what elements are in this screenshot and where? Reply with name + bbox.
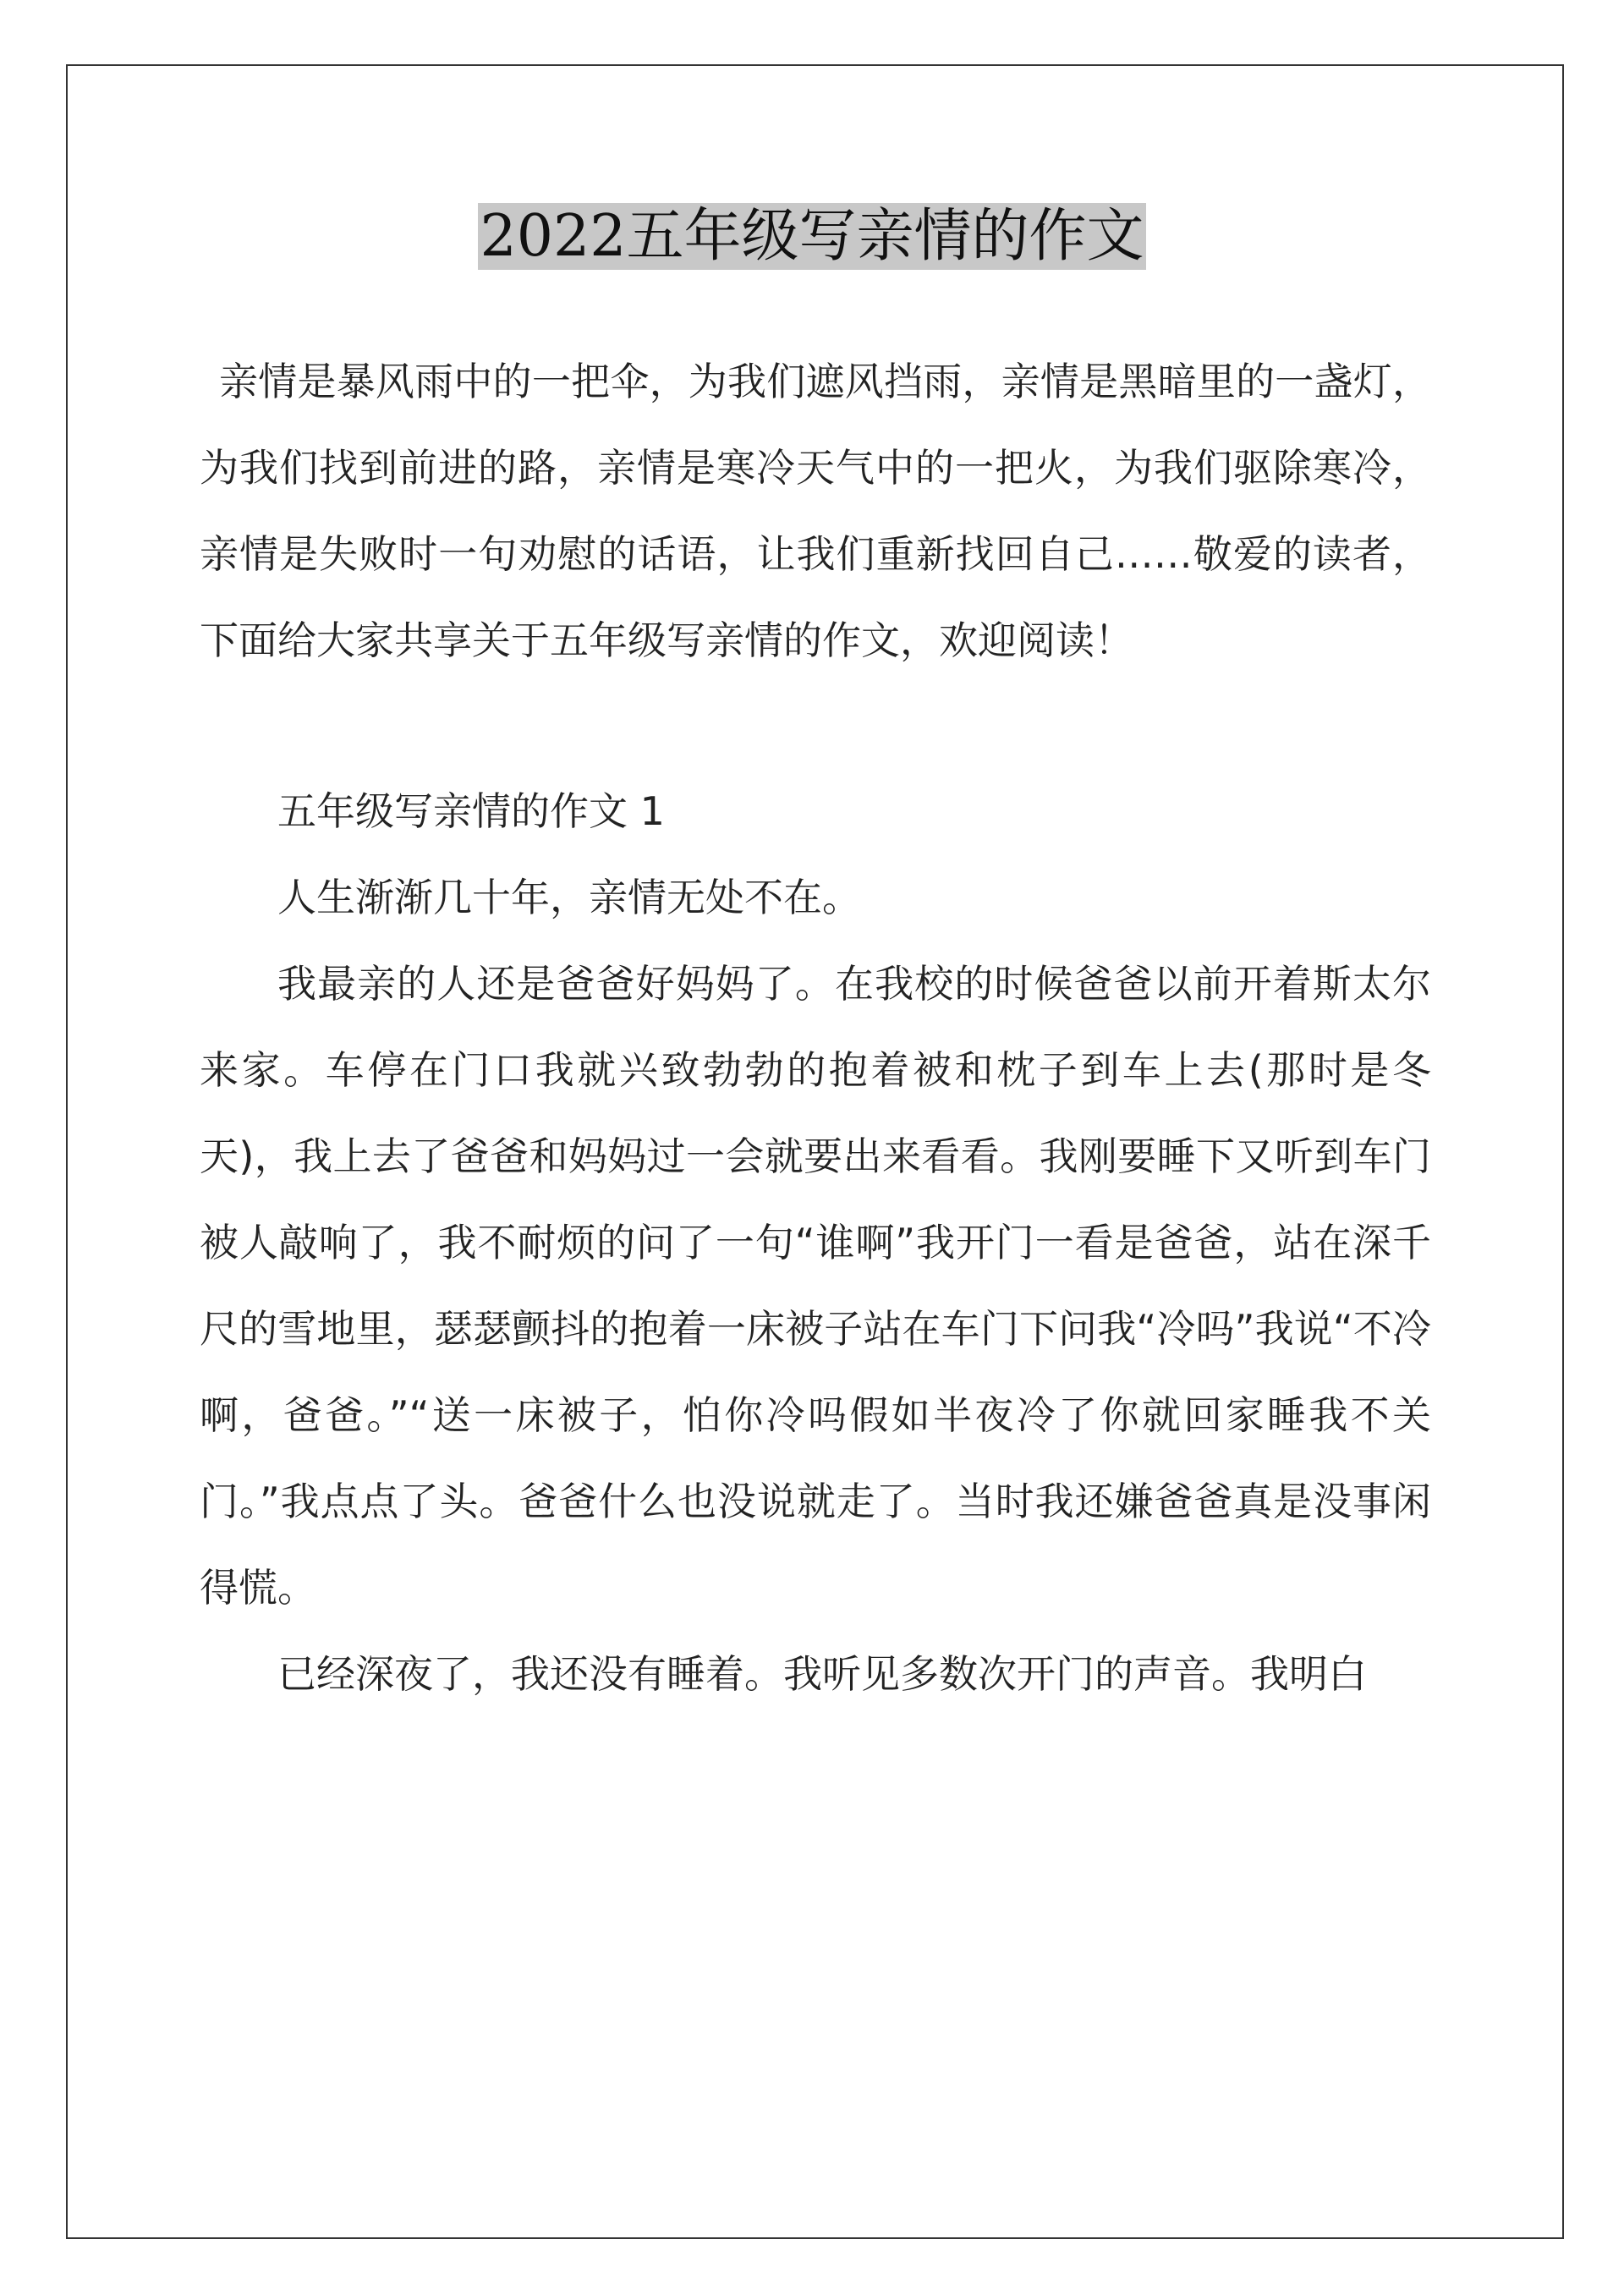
section-heading: 五年级写亲情的作文 1: [277, 788, 665, 834]
intro-paragraph: 亲情是暴风雨中的一把伞，为我们遮风挡雨，亲情是黑暗里的一盏灯，为我们找到前进的路，亲情是寒冷天气中的一把火，为我们驱除寒冷，亲情是失败时一句劝慰的话语，让我们重新找回自己……敬爱的读者，下面给大家共享关于五年级写亲情的作文，欢迎阅读！: [200, 359, 1431, 663]
paragraph-gap: [200, 683, 1431, 768]
body-paragraph-2: 我最亲的人还是爸爸好妈妈了。在我校的时候爸爸以前开着斯太尔来家。车停在门口我就兴致勃勃的抱着被和枕子到车上去(那时是冬天)，我上去了爸爸和妈妈过一会就要出来看看。我刚要睡下又听到车门被人敲响了，我不耐烦的问了一句“谁啊”我开门一看是爸爸，站在深千尺的雪地里，瑟瑟颤抖的抱着一床被子站在车门下问我“冷吗”我说“不冷啊，爸爸。”“送一床被子，怕你冷吗假如半夜冷了你就回家睡我不关门。”我点点了头。爸爸什么也没说就走了。当时我还嫌爸爸真是没事闲得慌。: [200, 961, 1431, 1611]
body-paragraph-1: 人生渐渐几十年，亲情无处不在。: [277, 875, 861, 920]
body-paragraph-3: 已经深夜了，我还没有睡着。我听见多数次开门的声音。我明白: [277, 1651, 1367, 1697]
title-text: 2022五年级写亲情的作文: [480, 203, 1144, 270]
document-title: [0, 196, 1624, 277]
document-body: [200, 338, 1431, 1717]
